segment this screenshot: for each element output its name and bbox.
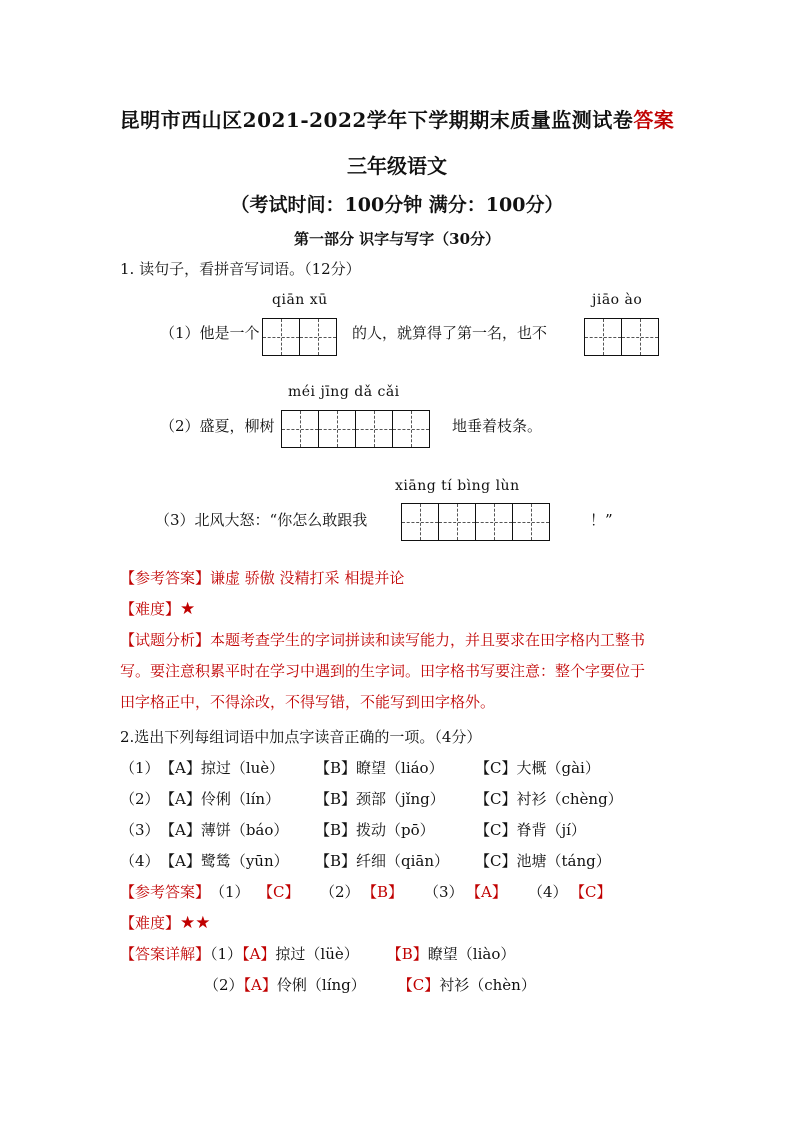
q2-row-4-option-b: 【B】纤细（qiān） (315, 852, 450, 870)
q2-row-3-num: （3） (120, 821, 160, 839)
q1-line1-pre: （1）他是一个 (160, 324, 260, 342)
q2-row-4-option-c: 【C】池塘（táng） (475, 852, 611, 870)
detail-1-word-b: 瞭望（liào） (427, 945, 516, 963)
q1-writing-grid-3[interactable] (281, 410, 430, 448)
difficulty-label: 【难度】 (120, 600, 181, 618)
q2-row-4-num: （4） (120, 852, 160, 870)
q2-row-2-option-b: 【B】颈部（jǐng） (315, 790, 445, 808)
subject-title: 三年级语文 (347, 154, 447, 178)
q1-pinyin-b: jiāo ào (592, 292, 643, 308)
q1-line3-pre: （3）北风大怒：“你怎么敢跟我 (155, 511, 368, 529)
q1-line1-mid: 的人，就算得了第一名，也不 (352, 324, 548, 342)
grid-cell[interactable] (392, 410, 430, 448)
q2-row-3-option-b: 【B】拨动（pō） (315, 821, 435, 839)
q2-row-3-option-a: 【A】薄饼（báo） (160, 821, 289, 839)
q2-detail-line-1 (120, 939, 515, 970)
detail-1-choice-a: 【A】 (242, 945, 276, 963)
detail-1-choice-b: 【B】 (386, 945, 428, 963)
q2-row-1-option-a: 【A】掠过（luè） (160, 759, 285, 777)
detail-label: 【答案详解】 (120, 945, 211, 963)
q2-answer-4-num: （4） (528, 883, 568, 901)
detail-2-choice-b: 【C】 (397, 976, 440, 994)
answer-text: 谦虚 骄傲 没精打采 相提并论 (210, 569, 405, 587)
grid-cell[interactable] (262, 318, 300, 356)
detail-2-word-b: 衬衫（chèn） (439, 976, 536, 994)
detail-2-num: （2） (204, 976, 244, 994)
detail-1-word-a: 掠过（lüè） (275, 945, 359, 963)
grid-cell[interactable] (355, 410, 393, 448)
q1-analysis-line-2: 写。要注意积累平时在学习中遇到的生字词。田字格书写要注意：整个字要位于 (120, 662, 646, 680)
q2-answer-4-choice: 【C】 (570, 883, 612, 901)
q1-analysis-line-1 (120, 625, 645, 656)
q2-answer-1-num: （1） (210, 883, 250, 901)
q2-row-4-option-a: 【A】鹭鸶（yūn） (160, 852, 289, 870)
detail-2-word-a: 伶俐（líng） (276, 976, 366, 994)
grid-cell[interactable] (438, 503, 476, 541)
section-heading: 第一部分 识字与写字（30分） (293, 230, 501, 248)
answer-label: 【参考答案】 (120, 569, 211, 587)
q2-answer-3-choice: 【A】 (466, 883, 507, 901)
grid-cell[interactable] (584, 318, 622, 356)
q2-row-3-option-c: 【C】脊背（jí） (475, 821, 586, 839)
q2-row-2-option-c: 【C】衬衫（chèng） (475, 790, 623, 808)
document-title (0, 104, 794, 133)
q1-writing-grid-1[interactable] (262, 318, 337, 356)
star-icon: ★★ (180, 913, 211, 933)
title-answer-mark: 答案 (633, 108, 675, 132)
q1-pinyin-a: qiān xū (272, 292, 328, 308)
q2-row-1-option-b: 【B】瞭望（liáo） (315, 759, 444, 777)
grid-cell[interactable] (475, 503, 513, 541)
q1-writing-grid-4[interactable] (401, 503, 550, 541)
q2-answer-2-num: （2） (320, 883, 360, 901)
q1-analysis-line-3: 田字格正中，不得涂改，不得写错，不能写到田字格外。 (120, 693, 496, 711)
q1-pinyin-d: xiāng tí bìng lùn (395, 478, 520, 494)
grid-cell[interactable] (401, 503, 439, 541)
q2-row-2-num: （2） (120, 790, 160, 808)
q1-line2-pre: （2）盛夏，柳树 (160, 417, 275, 435)
grid-cell[interactable] (621, 318, 659, 356)
grid-cell[interactable] (299, 318, 337, 356)
star-icon: ★ (180, 599, 196, 619)
detail-2-choice-a: 【A】 (243, 976, 277, 994)
q1-pinyin-c: méi jīng dǎ cǎi (288, 384, 400, 400)
q1-stem: 1. 读句子，看拼音写词语。（12分） (120, 260, 361, 278)
q2-stem: 2.选出下列每组词语中加点字读音正确的一项。（4分） (120, 728, 482, 746)
q2-answer-3-num: （3） (424, 883, 464, 901)
q1-answer (120, 563, 404, 594)
q1-writing-grid-2[interactable] (584, 318, 659, 356)
q1-difficulty (120, 594, 195, 625)
grid-cell[interactable] (281, 410, 319, 448)
q2-answer-2-choice: 【B】 (362, 883, 404, 901)
analysis-text: 本题考查学生的字词拼读和读写能力，并且要求在田字格内工整书 (210, 631, 646, 649)
detail-1-num: （1） (210, 945, 243, 963)
analysis-label: 【试题分析】 (120, 631, 211, 649)
q2-detail-line-2 (204, 970, 536, 1001)
title-main: 昆明市西山区2021-2022学年下学期期末质量监测试卷 (119, 108, 634, 132)
q2-answer-1-choice: 【C】 (258, 883, 300, 901)
difficulty-label: 【难度】 (120, 914, 181, 932)
q2-difficulty (120, 908, 211, 939)
grid-cell[interactable] (318, 410, 356, 448)
exam-info: （考试时间：100分钟 满分：100分） (230, 194, 564, 216)
q2-row-1-option-c: 【C】大概（gài） (475, 759, 600, 777)
q1-line3-post: ！” (590, 511, 613, 529)
q2-row-2-option-a: 【A】伶俐（lín） (160, 790, 281, 808)
grid-cell[interactable] (512, 503, 550, 541)
q1-line2-post: 地垂着枝条。 (452, 417, 543, 435)
q2-answer-label: 【参考答案】 (120, 883, 211, 901)
q2-row-1-num: （1） (120, 759, 160, 777)
